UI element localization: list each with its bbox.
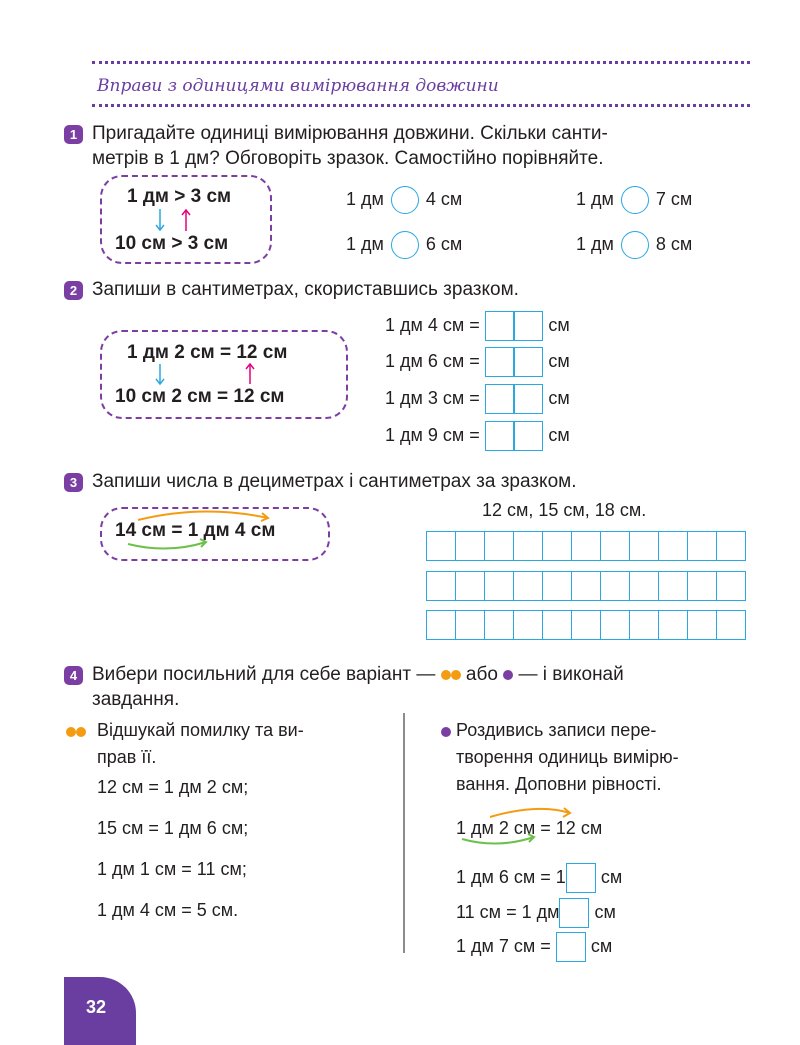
task2-item-4-unit: см <box>548 424 570 445</box>
task1-item-2-right: 7 см <box>655 188 693 209</box>
task4-right-example-arrows <box>458 805 578 851</box>
task4-right-item-1-left: 1 дм 6 см = 1 <box>456 866 566 887</box>
orange-dot-icon <box>66 727 76 737</box>
task4-left-intro-line2: прав її. <box>97 747 157 767</box>
answer-cell[interactable] <box>485 347 515 377</box>
answer-cell[interactable] <box>556 932 586 962</box>
answer-cell[interactable] <box>513 311 543 341</box>
task2-item-1-left: 1 дм 4 см = <box>385 314 480 335</box>
task2-item-3-left: 1 дм 3 см = <box>385 387 480 408</box>
task1-item-1 <box>346 186 462 214</box>
task1-number-badge: 1 <box>64 125 83 144</box>
task1-item-3-right: 6 см <box>425 233 463 254</box>
task4-left-intro <box>97 717 304 771</box>
task4-right-item-1 <box>456 863 622 893</box>
task3-example-arrows <box>118 506 288 556</box>
task4-text-line2: завдання. <box>92 689 180 710</box>
orange-dot-icon <box>76 727 86 737</box>
task1-item-1-left: 1 дм <box>346 188 384 209</box>
task4-right-item-3-unit: см <box>590 935 613 956</box>
answer-cell[interactable] <box>485 311 515 341</box>
task4-left-option-icon <box>66 723 86 741</box>
comparison-circle[interactable] <box>391 231 419 259</box>
answer-cell[interactable] <box>559 898 589 928</box>
purple-dot-icon <box>503 670 513 680</box>
task1-item-1-right: 4 см <box>425 188 463 209</box>
task4-right-item-3-left: 1 дм 7 см = <box>456 935 551 956</box>
task2-example-line1: 1 дм 2 см = 12 см <box>127 342 288 363</box>
answer-grid-row-1[interactable] <box>426 531 746 561</box>
comparison-circle[interactable] <box>621 186 649 214</box>
answer-cell[interactable] <box>566 863 596 893</box>
comparison-circle[interactable] <box>391 186 419 214</box>
task4-right-item-2 <box>456 898 616 928</box>
orange-dot-icon <box>441 670 451 680</box>
task4-text-part1: Вибери посильний для себе варіант — <box>92 664 436 685</box>
answer-cell[interactable] <box>513 384 543 414</box>
task4-right-option-icon <box>441 723 451 741</box>
task3-instructions: Запиши числа в дециметрах і сантиметрах за зразком. <box>92 471 577 492</box>
answer-cell[interactable] <box>485 421 515 451</box>
task1-item-3 <box>346 231 462 259</box>
task3-numbers: 12 см, 15 см, 18 см. <box>482 500 647 520</box>
answer-cell[interactable] <box>513 347 543 377</box>
task4-right-item-1-unit: см <box>600 866 623 887</box>
task2-item-3 <box>385 384 570 414</box>
task4-right-intro-line2: творення одиниць вимірю- <box>456 747 679 767</box>
task1-example-line1: 1 дм > 3 см <box>127 186 232 207</box>
task2-item-3-unit: см <box>548 387 570 408</box>
task4-right-item-2-unit: см <box>594 901 616 922</box>
task1-text-line1: Пригадайте одиниці вимірювання довжини. Скільки санти- <box>92 123 608 144</box>
task4-text-part2: або <box>465 664 498 685</box>
comparison-circle[interactable] <box>621 231 649 259</box>
task4-right-item-3 <box>456 932 612 962</box>
task1-item-2-left: 1 дм <box>576 188 614 209</box>
task1-text-line2: метрів в 1 дм? Обговоріть зразок. Самостійно порівняйте. <box>92 148 604 169</box>
page-number: 32 <box>86 997 107 1017</box>
page-number-badge <box>64 977 136 1045</box>
answer-grid-row-3[interactable] <box>426 610 746 640</box>
task4-text-part3: — і виконай <box>518 664 624 685</box>
task1-example-line2: 10 см > 3 см <box>115 233 229 254</box>
task2-item-2 <box>385 347 570 377</box>
task4-left-item-4: 1 дм 4 см = 5 см. <box>97 900 239 920</box>
answer-cell[interactable] <box>513 421 543 451</box>
task1-item-2 <box>576 186 692 214</box>
task4-left-item-2: 15 см = 1 дм 6 см; <box>97 818 249 838</box>
task4-right-intro-line1: Роздивись записи пере- <box>456 720 657 740</box>
task4-right-intro-line3: вання. Доповни рівності. <box>456 774 662 794</box>
purple-dot-icon <box>441 727 451 737</box>
task4-left-item-3: 1 дм 1 см = 11 см; <box>97 859 247 879</box>
task2-item-2-unit: см <box>548 350 570 371</box>
answer-grid-row-2[interactable] <box>426 571 746 601</box>
task4-left-item-1: 12 см = 1 дм 2 см; <box>97 777 249 797</box>
orange-dot-icon <box>451 670 461 680</box>
task3-example: 14 см = 1 дм 4 см <box>115 520 276 541</box>
task2-item-1 <box>385 311 570 341</box>
task4-right-intro <box>456 717 679 798</box>
task2-number-badge: 2 <box>64 281 83 300</box>
top-dotted-rule <box>92 61 750 64</box>
task1-example-arrows <box>150 207 200 235</box>
column-divider <box>403 713 405 953</box>
task4-number-badge: 4 <box>64 666 83 685</box>
bottom-dotted-rule <box>92 104 750 107</box>
task4-right-example: 1 дм 2 см = 12 см <box>456 818 603 838</box>
task1-instructions <box>92 121 608 171</box>
task4-left-intro-line1: Відшукай помилку та ви- <box>97 720 304 740</box>
task3-number-badge: 3 <box>64 473 83 492</box>
task4-right-item-2-left: 11 см = 1 дм <box>456 901 560 922</box>
task2-example-line2: 10 см 2 см = 12 см <box>115 386 285 407</box>
task1-item-3-left: 1 дм <box>346 233 384 254</box>
task1-item-4-right: 8 см <box>655 233 693 254</box>
task2-item-1-unit: см <box>548 314 570 335</box>
answer-cell[interactable] <box>485 384 515 414</box>
task2-example-arrows <box>150 362 260 388</box>
section-title: Вправи з одиницями вимірювання довжини <box>97 76 499 96</box>
task4-instructions <box>92 662 624 712</box>
task1-item-4 <box>576 231 692 259</box>
task1-item-4-left: 1 дм <box>576 233 614 254</box>
task4-text-line1 <box>92 662 624 687</box>
task2-item-2-left: 1 дм 6 см = <box>385 350 480 371</box>
task2-instructions: Запиши в сантиметрах, скориставшись зразком. <box>92 279 519 300</box>
task2-item-4-left: 1 дм 9 см = <box>385 424 480 445</box>
task2-item-4 <box>385 421 570 451</box>
